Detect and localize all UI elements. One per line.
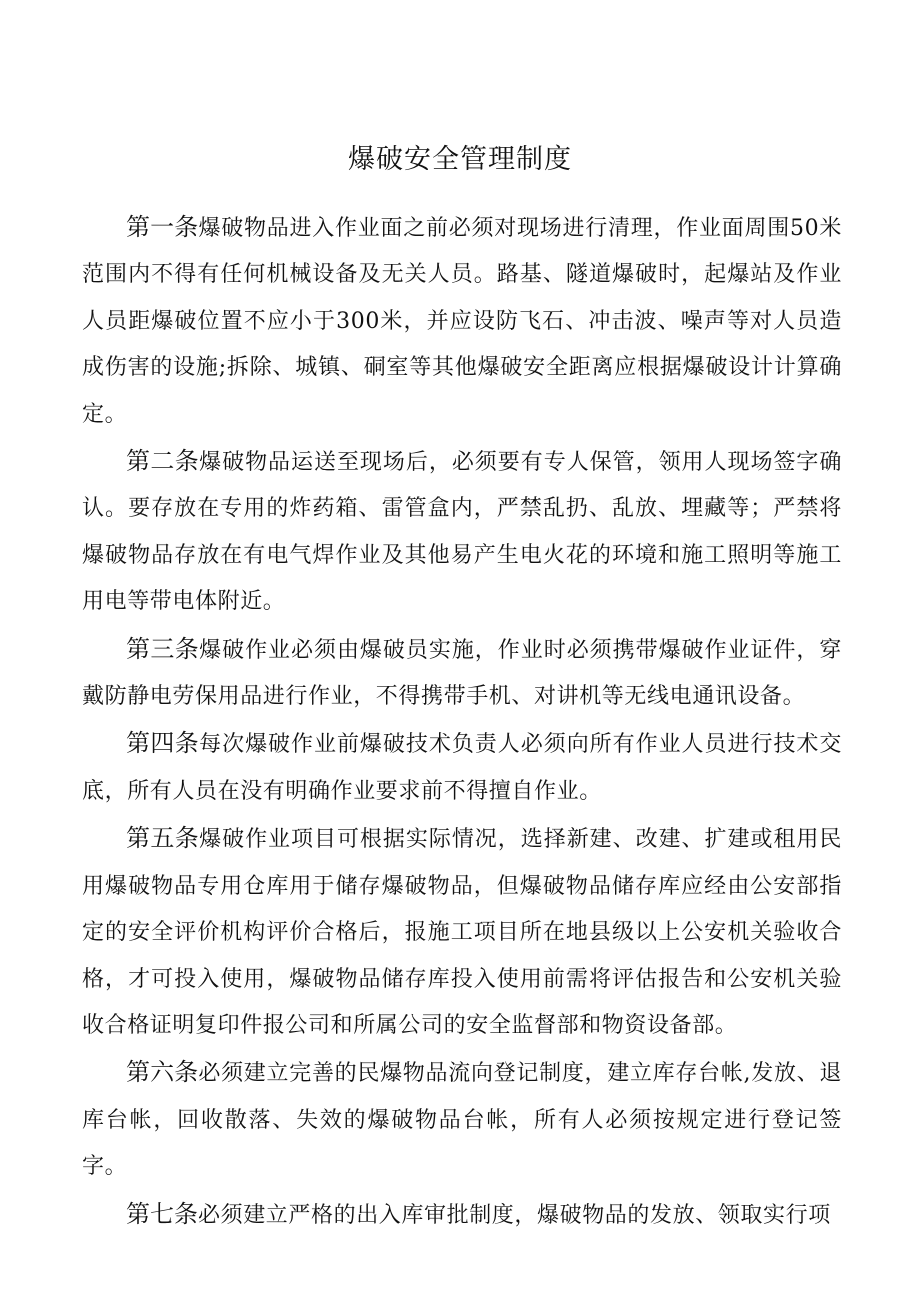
article-text: 必须建立严格的出入库审批制度，爆破物品的发放、领取实行项 [198, 1202, 831, 1228]
article-text: 每次爆破作业前爆破技术负责人必须向所有作业人员进行技术交底，所有人员在没有明确作业要求前不得擅自作业。 [82, 732, 842, 804]
article-number: 第七条 [126, 1199, 198, 1228]
article-6 [82, 1049, 842, 1190]
article-text: 爆破物品进入作业面之前必须对现场进行清理，作业面周围50米范围内不得有任何机械设备及无关人员。路基、隧道爆破时，起爆站及作业人员距爆破位置不应小于300米，并应设防飞石、冲击波、噪声等对人员造成伤害的设施;拆除、城镇、硐室等其他爆破安全距离应根据爆破设计计算确定。 [82, 216, 842, 427]
article-number: 第一条 [126, 213, 199, 241]
article-1 [82, 204, 842, 438]
article-text: 爆破作业必须由爆破员实施，作业时必须携带爆破作业证件，穿戴防静电劳保用品进行作业，不得携带手机、对讲机等无线电通讯设备。 [82, 637, 842, 710]
article-number: 第三条 [126, 634, 200, 663]
article-text: 爆破作业项目可根据实际情况，选择新建、改建、扩建或租用民用爆破物品专用仓库用于储存爆破物品，但爆破物品储存库应经由公安部指定的安全评价机构评价合格后，报施工项目所在地县级以上公安机关验收合格，才可投入使用，爆破物品储存库投入使用前需将评估报告和公安机关验收合格证明复印件报公司和所属公司的安全监督部和物资设备部。 [82, 827, 842, 1038]
article-number: 第六条 [126, 1058, 199, 1087]
article-4 [82, 720, 842, 815]
document-title: 爆破安全管理制度 [348, 144, 572, 175]
article-2 [82, 438, 842, 626]
article-number: 第二条 [126, 447, 200, 476]
article-number: 第五条 [126, 824, 200, 853]
article-7 [82, 1191, 842, 1239]
document-body [82, 204, 842, 1239]
article-number: 第四条 [126, 729, 200, 758]
article-5 [82, 815, 842, 1049]
article-text: 爆破物品运送至现场后，必须要有专人保管，领用人现场签字确认。要存放在专用的炸药箱、雷管盒内，严禁乱扔、乱放、埋藏等；严禁将爆破物品存放在有电气焊作业及其他易产生电火花的环境和施工照明等施工用电等带电体附近。 [82, 450, 842, 615]
article-3 [82, 626, 842, 721]
article-text: 必须建立完善的民爆物品流向登记制度，建立库存台帐,发放、退库台帐，回收散落、失效的爆破物品台帐，所有人必须按规定进行登记签字。 [82, 1061, 843, 1180]
